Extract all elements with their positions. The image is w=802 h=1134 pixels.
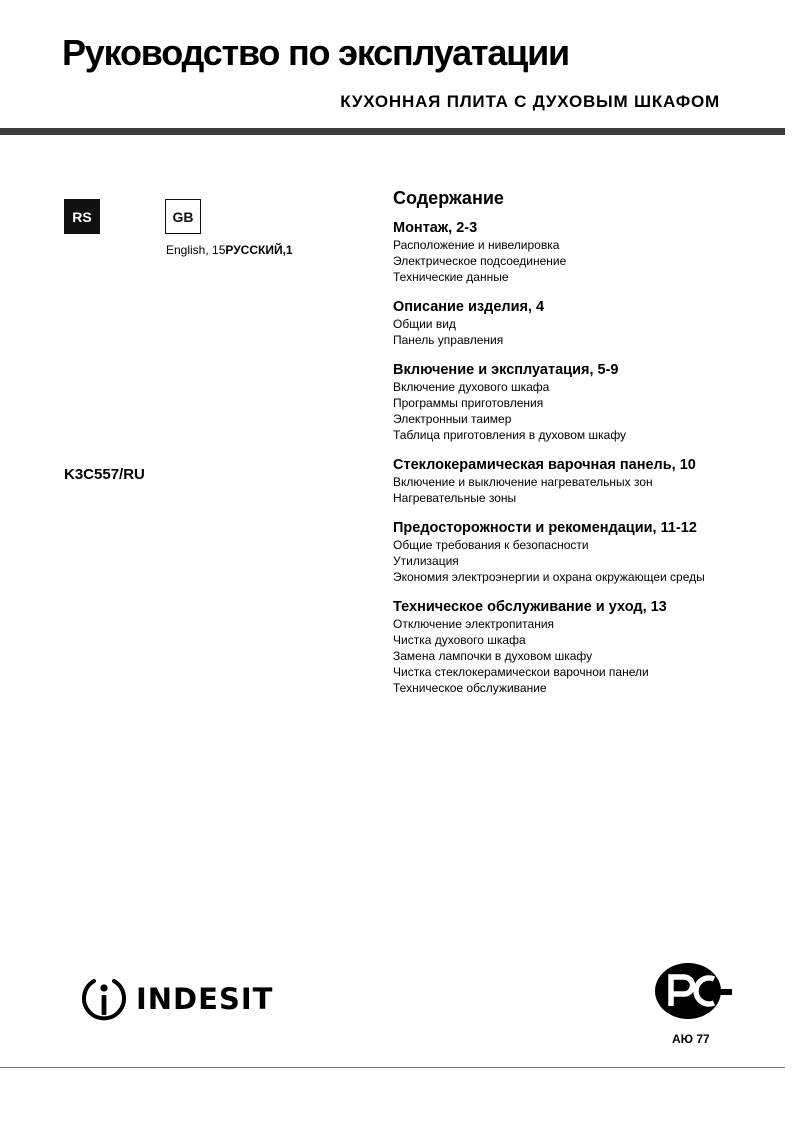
toc-item: Технические данные: [393, 270, 509, 284]
toc-item: Таблица приготовления в духовом шкафу: [393, 428, 627, 442]
toc-item: Включение и выключение нагревательных зон: [393, 475, 653, 489]
toc-section-hob: [393, 456, 783, 506]
toc-item: Панель управления: [393, 333, 504, 347]
indesit-logo: [78, 973, 273, 1025]
toc-section-title: Предосторожности и рекомендации, 11-12: [393, 520, 697, 536]
language-badge-rs: RS: [64, 199, 100, 234]
toc-item: Утилизация: [393, 554, 459, 568]
toc-item: Общии вид: [393, 317, 456, 331]
toc-item: Нагревательные зоны: [393, 491, 517, 505]
toc-item: Расположение и нивелировка: [393, 238, 560, 252]
toc-section-maintenance: [393, 598, 783, 696]
indesit-power-logo-icon: [78, 973, 130, 1025]
toc-section-title: Техническое обслуживание и уход, 13: [393, 599, 667, 615]
language-index-russian: РУССКИЙ,1: [225, 243, 293, 257]
toc-section-safety: [393, 519, 783, 585]
toc-section-installation: [393, 219, 783, 285]
toc-item: Программы приготовления: [393, 396, 544, 410]
toc-item: Замена лампочки в духовом шкафу: [393, 649, 593, 663]
header-divider: [0, 128, 785, 135]
toc-item: Включение духового шкафа: [393, 380, 550, 394]
toc-section-operation: [393, 361, 783, 443]
certification-code: АЮ 77: [672, 1032, 710, 1046]
toc-heading: Содержание: [393, 188, 504, 208]
toc-section-title: Описание изделия, 4: [393, 299, 545, 315]
brand-name: INDESIT: [136, 982, 274, 1016]
toc-item: Чистка духового шкафа: [393, 633, 526, 647]
language-index: [166, 243, 293, 257]
toc-item: Экономия электроэнергии и охрана окружающеи среды: [393, 570, 705, 584]
model-number: K3C557/RU: [64, 466, 145, 483]
page-subtitle: КУХОННАЯ ПЛИТА С ДУХОВЫМ ШКАФОМ: [340, 92, 720, 111]
toc-item: Чистка стеклокерамическои варочнои панели: [393, 665, 649, 679]
table-of-contents: [393, 188, 783, 709]
toc-item: Отключение электропитания: [393, 617, 555, 631]
language-badge-gb: GB: [165, 199, 201, 234]
page-title: Руководство по эксплуатации: [62, 32, 569, 73]
footer-divider: [0, 1067, 785, 1068]
toc-section-description: [393, 298, 783, 348]
toc-section-title: Стеклокерамическая варочная панель, 10: [393, 457, 696, 473]
toc-item: Техническое обслуживание: [393, 681, 547, 695]
toc-item: Электронныи таимер: [393, 412, 512, 426]
toc-section-title: Монтаж, 2-3: [393, 220, 478, 236]
toc-item: Общие требования к безопасности: [393, 538, 589, 552]
toc-item: Электрическое подсоединение: [393, 254, 567, 268]
pct-certification-mark-icon: [654, 962, 734, 1020]
language-index-english: English, 15: [166, 243, 226, 257]
toc-section-title: Включение и эксплуатация, 5-9: [393, 362, 619, 378]
